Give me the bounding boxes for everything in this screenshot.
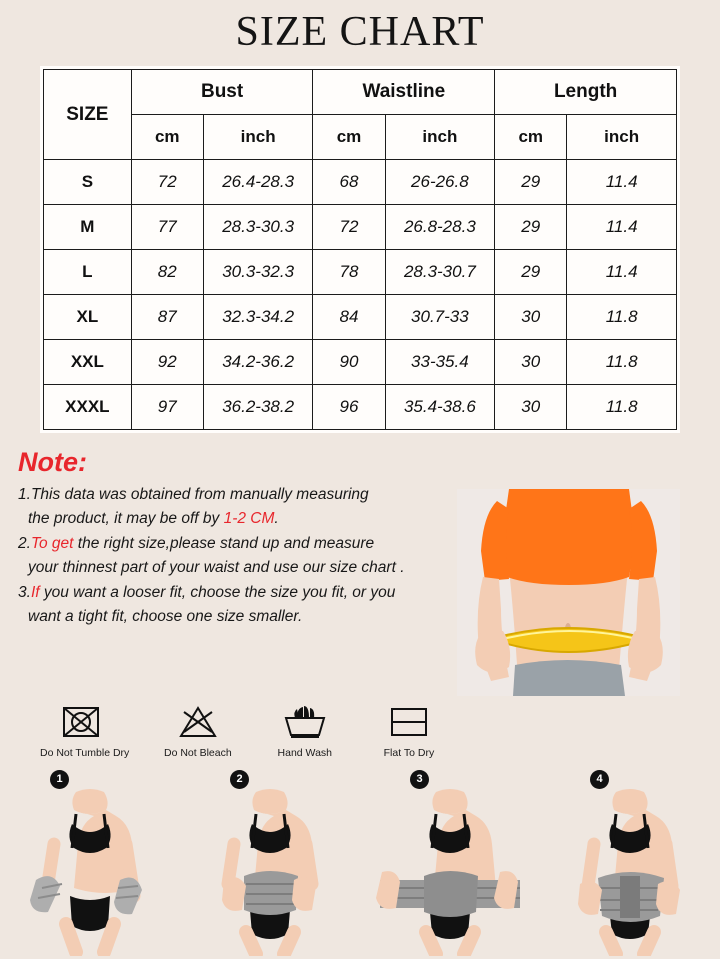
table-row: [44, 250, 677, 295]
note-line-2: [18, 533, 488, 555]
note-text: your thinnest part of your waist and use our size chart .: [28, 559, 405, 577]
row-waist-cm: 68: [313, 160, 385, 205]
row-bust-cm: 72: [131, 160, 203, 205]
step-badge: 4: [590, 770, 609, 789]
table-header-row: [44, 70, 677, 115]
header-length: Length: [495, 70, 677, 115]
note-highlight: If: [30, 583, 40, 601]
row-size: S: [44, 160, 132, 205]
row-length-cm: 30: [495, 295, 567, 340]
care-label: Flat To Dry: [383, 747, 435, 759]
step-badge: 1: [50, 770, 69, 789]
row-waist-cm: 90: [313, 340, 385, 385]
unit-waist-inch: inch: [385, 115, 495, 160]
unit-length-inch: inch: [567, 115, 677, 160]
row-bust-inch: 36.2-38.2: [203, 385, 313, 430]
how-to-wear-steps: [0, 766, 720, 959]
photo-illustration: [457, 489, 680, 696]
row-size: M: [44, 205, 132, 250]
step-illustration: [554, 784, 706, 956]
table-row: [44, 385, 677, 430]
step-illustration: [14, 784, 166, 956]
row-bust-inch: 30.3-32.3: [203, 250, 313, 295]
hand-wash-icon: [274, 700, 336, 744]
note-text: you want a looser fit, choose the size you fit, or you: [39, 583, 396, 601]
row-length-inch: 11.8: [567, 385, 677, 430]
note-number: 2.: [18, 534, 31, 552]
note-highlight: 1-2 CM: [223, 510, 275, 528]
size-chart-table-container: [40, 66, 680, 433]
do-not-tumble-dry-icon: [40, 700, 122, 744]
row-waist-cm: 72: [313, 205, 385, 250]
row-waist-cm: 84: [313, 295, 385, 340]
note-line-3: [18, 582, 488, 604]
step-unfold-waist-trainer: [0, 766, 180, 959]
step-badge: 3: [410, 770, 429, 789]
step-illustration: [194, 784, 346, 956]
table-row: [44, 160, 677, 205]
header-waistline: Waistline: [313, 70, 495, 115]
row-size: XL: [44, 295, 132, 340]
row-waist-inch: 28.3-30.7: [385, 250, 495, 295]
row-length-cm: 29: [495, 205, 567, 250]
row-bust-cm: 77: [131, 205, 203, 250]
table-row: [44, 295, 677, 340]
note-number: 1.: [18, 486, 31, 503]
note-line-2b: [18, 557, 488, 579]
step-position-around-waist: [180, 766, 360, 959]
step-wrap-belt: [360, 766, 540, 959]
row-length-cm: 29: [495, 250, 567, 295]
table-row: [44, 340, 677, 385]
page-title: SIZE CHART: [235, 9, 485, 55]
row-bust-inch: 32.3-34.2: [203, 295, 313, 340]
care-label: Do Not Tumble Dry: [40, 747, 130, 759]
row-size: XXXL: [44, 385, 132, 430]
size-chart-table: [43, 69, 677, 430]
step-fasten-belt: [540, 766, 720, 959]
row-bust-cm: 97: [131, 385, 203, 430]
unit-length-cm: cm: [495, 115, 567, 160]
unit-bust-inch: inch: [203, 115, 313, 160]
note-number: 3.: [18, 583, 31, 601]
table-unit-row: [44, 115, 677, 160]
row-length-cm: 29: [495, 160, 567, 205]
table-row: [44, 205, 677, 250]
note-text: This data was obtained from manually measuring: [30, 486, 369, 503]
row-length-inch: 11.8: [567, 295, 677, 340]
do-not-bleach-icon: [164, 700, 232, 744]
row-bust-inch: 28.3-30.3: [203, 205, 313, 250]
note-line-3b: [18, 606, 488, 628]
care-item-flat-to-dry: [378, 700, 440, 759]
row-bust-cm: 82: [131, 250, 203, 295]
care-item-tumble-dry: [40, 700, 130, 759]
row-length-inch: 11.4: [567, 160, 677, 205]
row-length-cm: 30: [495, 340, 567, 385]
note-section: [0, 447, 488, 629]
flat-to-dry-icon: [378, 700, 440, 744]
row-length-inch: 11.4: [567, 205, 677, 250]
header-bust: Bust: [131, 70, 313, 115]
row-bust-cm: 92: [131, 340, 203, 385]
note-text: the right size,please stand up and measure: [73, 534, 375, 552]
row-bust-inch: 26.4-28.3: [203, 160, 313, 205]
step-illustration: [374, 784, 526, 956]
care-item-hand-wash: [274, 700, 336, 759]
unit-waist-cm: cm: [313, 115, 385, 160]
row-waist-cm: 78: [313, 250, 385, 295]
row-waist-cm: 96: [313, 385, 385, 430]
row-waist-inch: 35.4-38.6: [385, 385, 495, 430]
note-text: the product, it may be off by: [28, 510, 224, 528]
waist-measuring-photo: [457, 489, 680, 696]
care-label: Do Not Bleach: [164, 747, 232, 759]
row-length-cm: 30: [495, 385, 567, 430]
header-size: SIZE: [44, 70, 132, 160]
note-line-1b: [18, 508, 488, 530]
row-waist-inch: 33-35.4: [385, 340, 495, 385]
care-instructions: [40, 700, 440, 759]
note-heading: Note:: [18, 447, 87, 477]
step-badge: 2: [230, 770, 249, 789]
row-bust-cm: 87: [131, 295, 203, 340]
row-size: XXL: [44, 340, 132, 385]
row-waist-inch: 30.7-33: [385, 295, 495, 340]
note-text-end: .: [274, 510, 279, 528]
note-line-1: [18, 484, 488, 506]
row-length-inch: 11.8: [567, 340, 677, 385]
row-size: L: [44, 250, 132, 295]
row-bust-inch: 34.2-36.2: [203, 340, 313, 385]
row-waist-inch: 26-26.8: [385, 160, 495, 205]
row-waist-inch: 26.8-28.3: [385, 205, 495, 250]
care-item-bleach: [164, 700, 232, 759]
row-length-inch: 11.4: [567, 250, 677, 295]
care-label: Hand Wash: [277, 747, 332, 759]
note-highlight: To get: [30, 534, 74, 552]
unit-bust-cm: cm: [131, 115, 203, 160]
note-text: want a tight fit, choose one size smaller.: [28, 608, 303, 626]
